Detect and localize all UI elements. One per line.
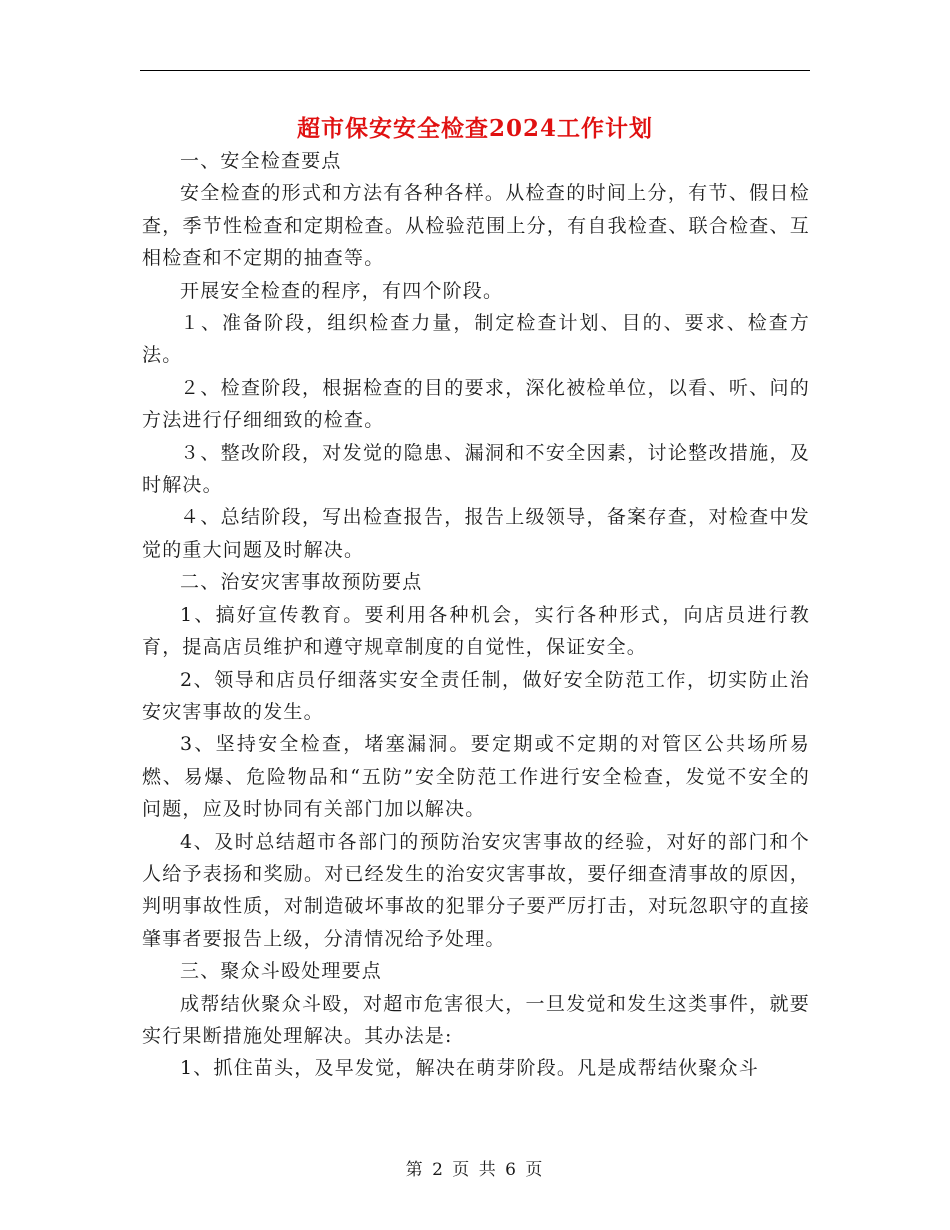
list-item: １、准备阶段，组织检查力量，制定检查计划、目的、要求、检查方法。 — [142, 312, 810, 367]
header-rule — [140, 70, 810, 71]
list-item: 3、坚持安全检查，堵塞漏洞。要定期或不定期的对管区公共场所易燃、易爆、危险物品和“五防”安全防范工作进行安全检查，发觉不安全的问题，应及时协同有关部门加以解决。 — [142, 733, 810, 821]
document-title: 超市保安安全检查2024工作计划 — [296, 115, 653, 142]
document-body — [142, 145, 810, 1085]
list-item: ４、总结阶段，写出检查报告，报告上级领导，备案存查，对检查中发觉的重大问题及时解决。 — [142, 506, 810, 561]
list-item: ３、整改阶段，对发觉的隐患、漏洞和不安全因素，讨论整改措施，及时解决。 — [142, 441, 810, 497]
section-heading-3: 三、聚众斗殴处理要点 — [180, 960, 383, 983]
list-item: 4、及时总结超市各部门的预防治安灾害事故的经验，对好的部门和个人给予表扬和奖励。对已经发生的治安灾害事故，要仔细查清事故的原因，判明事故性质，对制造破坏事故的犯罪分子要严厉打击，对玩忽职守的直接肇事者要报告上级，分清情况给予处理。 — [142, 830, 810, 950]
list-item: ２、检查阶段，根据检查的目的要求，深化被检单位，以看、听、问的方法进行仔细细致的检查。 — [142, 376, 810, 432]
paragraph: 成帮结伙聚众斗殴，对超市危害很大，一旦发觉和发生这类事件，就要实行果断措施处理解决。其办法是: — [142, 992, 810, 1047]
paragraph: 开展安全检查的程序，有四个阶段。 — [180, 279, 504, 302]
list-item: 2、领导和店员仔细落实安全责任制，做好安全防范工作，切实防止治安灾害事故的发生。 — [142, 668, 810, 723]
section-heading-2: 二、治安灾害事故预防要点 — [180, 571, 423, 594]
section-heading-1: 一、安全检查要点 — [180, 150, 342, 172]
list-item: 1、搞好宣传教育。要利用各种机会，实行各种形式，向店员进行教育，提高店员维护和遵守规章制度的自觉性，保证安全。 — [142, 603, 810, 659]
page-number-footer: 第 2 页 共 6 页 — [405, 1160, 545, 1180]
paragraph: 安全检查的形式和方法有各种各样。从检查的时间上分，有节、假日检查，季节性检查和定期检查。从检验范围上分，有自我检查、联合检查、互相检查和不定期的抽查等。 — [142, 182, 810, 270]
list-item: 1、抓住苗头，及早发觉，解决在萌芽阶段。凡是成帮结伙聚众斗 — [180, 1057, 759, 1080]
